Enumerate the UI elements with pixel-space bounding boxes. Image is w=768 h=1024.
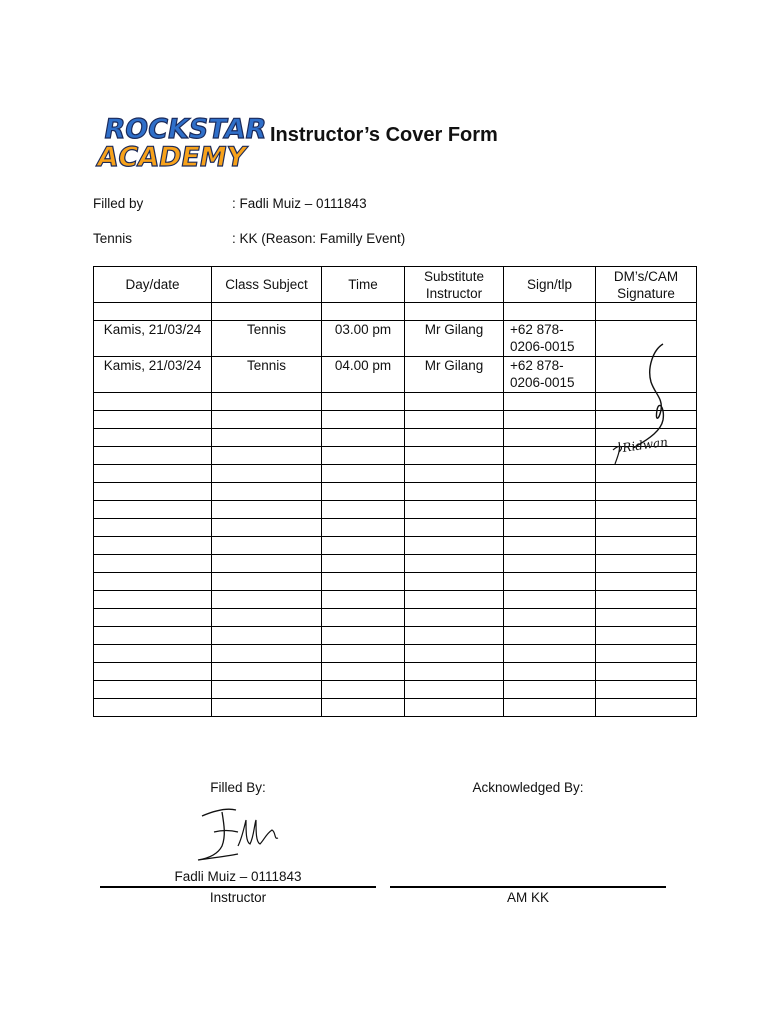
empty-cell [405,591,504,609]
cell-subject: Tennis [212,321,322,357]
acknowledged-signature-line [390,886,666,888]
empty-cell [596,681,697,699]
instructor-role: Instructor [209,890,267,905]
empty-cell [212,663,322,681]
empty-cell [322,537,405,555]
empty-cell [212,501,322,519]
empty-cell [504,645,596,663]
ack-role: AM KK [506,890,549,905]
header-substitute-instructor: Substitute Instructor [405,267,504,303]
cell-time: 04.00 pm [322,357,405,393]
empty-cell [94,501,212,519]
empty-cell [322,663,405,681]
empty-cell [212,609,322,627]
empty-cell [322,573,405,591]
empty-cell [504,573,596,591]
empty-cell [405,411,504,429]
empty-cell [212,555,322,573]
empty-cell [504,537,596,555]
header-sign-tlp: Sign/tlp [504,267,596,303]
table-row [94,303,697,321]
empty-cell [322,591,405,609]
table-row [94,609,697,627]
empty-cell [405,429,504,447]
instructor-name: Fadli Muiz – 0111843 [174,869,302,884]
empty-cell [322,699,405,717]
dm-signature [605,338,685,468]
empty-cell [94,591,212,609]
empty-cell [504,501,596,519]
empty-cell [94,555,212,573]
empty-cell [322,555,405,573]
empty-cell [405,447,504,465]
empty-cell [322,411,405,429]
empty-cell [322,519,405,537]
empty-cell [504,411,596,429]
instructor-signature [192,802,284,866]
empty-cell [322,393,405,411]
empty-cell [405,663,504,681]
header-time: Time [322,267,405,303]
empty-cell [596,573,697,591]
empty-cell [504,429,596,447]
empty-cell [596,699,697,717]
empty-cell [504,681,596,699]
empty-cell [504,519,596,537]
empty-cell [94,645,212,663]
cell-substitute: Mr Gilang [405,321,504,357]
empty-cell [94,663,212,681]
empty-cell [596,627,697,645]
empty-cell [94,537,212,555]
empty-cell [94,429,212,447]
empty-cell [94,483,212,501]
empty-cell [405,681,504,699]
table-row [94,555,697,573]
empty-cell [212,573,322,591]
empty-cell [94,411,212,429]
empty-cell [596,591,697,609]
empty-cell [405,699,504,717]
cell-phone: +62 878-0206-0015 [504,357,596,393]
empty-cell [504,699,596,717]
empty-cell [596,501,697,519]
empty-cell [405,393,504,411]
empty-cell [94,465,212,483]
instructor-signature-line [100,886,376,888]
acknowledged-by-label: Acknowledged By: [472,780,584,795]
header-class-subject: Class Subject [212,267,322,303]
empty-cell [322,645,405,663]
table-row [94,591,697,609]
logo-line2: ACADEMY [94,142,249,173]
table-row [94,519,697,537]
empty-cell [596,555,697,573]
filled-by-footer-label: Filled By: [210,780,266,795]
empty-cell [212,627,322,645]
empty-cell [405,519,504,537]
empty-cell [212,465,322,483]
empty-cell [212,393,322,411]
rockstar-academy-logo [94,108,269,176]
empty-cell [212,483,322,501]
empty-cell [322,627,405,645]
empty-cell [596,537,697,555]
empty-cell [596,663,697,681]
table-row [94,663,697,681]
empty-cell [405,609,504,627]
empty-cell [94,627,212,645]
subject-label: Tennis [93,231,133,246]
empty-cell [504,483,596,501]
cell-substitute: Mr Gilang [405,357,504,393]
table-row [94,627,697,645]
table-row [94,501,697,519]
empty-cell [212,537,322,555]
empty-cell [405,483,504,501]
empty-cell [405,465,504,483]
empty-cell [405,537,504,555]
empty-cell [94,519,212,537]
cell-day: Kamis, 21/03/24 [94,357,212,393]
empty-cell [322,447,405,465]
empty-cell [322,609,405,627]
cell-time: 03.00 pm [322,321,405,357]
empty-cell [322,681,405,699]
header-dm-cam-signature: DM’s/CAM Signature [596,267,697,303]
table-header-row [94,267,697,303]
empty-cell [322,483,405,501]
cell-day: Kamis, 21/03/24 [94,321,212,357]
empty-cell [504,609,596,627]
empty-cell [322,429,405,447]
empty-cell [596,519,697,537]
empty-cell [212,429,322,447]
cover-table [93,266,697,717]
empty-cell [504,627,596,645]
filled-by-label: Filled by [93,196,144,211]
empty-cell [212,411,322,429]
empty-cell [596,645,697,663]
table-row [94,573,697,591]
logo-line1: ROCKSTAR [101,114,269,145]
empty-cell [504,447,596,465]
empty-cell [94,609,212,627]
empty-cell [212,681,322,699]
empty-cell [212,645,322,663]
empty-cell [94,573,212,591]
table-row [94,645,697,663]
empty-cell [322,501,405,519]
table-row [94,681,697,699]
table-row [94,483,697,501]
empty-cell [212,447,322,465]
empty-cell [405,501,504,519]
empty-cell [504,555,596,573]
empty-cell [504,465,596,483]
subject-value: : KK (Reason: Familly Event) [232,231,406,246]
table-row [94,537,697,555]
empty-cell [596,483,697,501]
empty-cell [504,393,596,411]
empty-cell [405,555,504,573]
table-row [94,699,697,717]
empty-cell [212,519,322,537]
empty-cell [94,699,212,717]
empty-cell [405,627,504,645]
cell-phone: +62 878-0206-0015 [504,321,596,357]
empty-cell [405,573,504,591]
empty-cell [596,609,697,627]
empty-cell [94,447,212,465]
empty-cell [322,465,405,483]
empty-cell [212,699,322,717]
empty-cell [504,591,596,609]
empty-cell [94,681,212,699]
empty-cell [212,591,322,609]
page-title: Instructor’s Cover Form [270,124,498,146]
cell-subject: Tennis [212,357,322,393]
empty-cell [94,393,212,411]
empty-cell [504,663,596,681]
header-day-date: Day/date [94,267,212,303]
empty-cell [405,645,504,663]
dm-signature-text: Ridwan [621,434,669,455]
filled-by-value: : Fadli Muiz – 0111843 [232,196,367,211]
